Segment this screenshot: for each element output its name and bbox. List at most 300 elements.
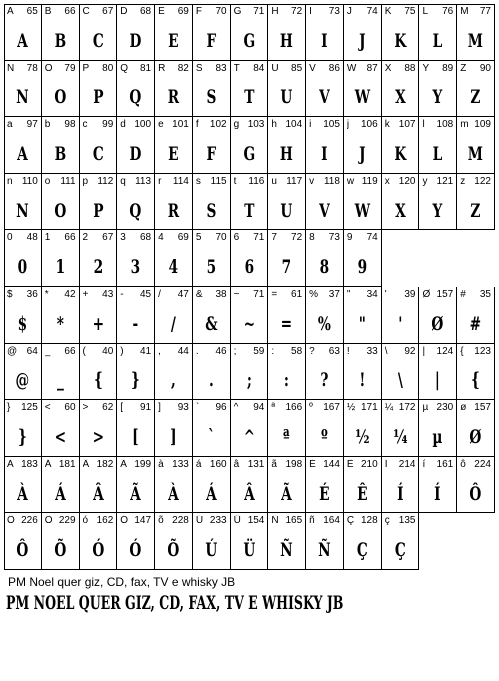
glyph-code: 198: [285, 458, 303, 470]
glyph-cell: [155, 61, 193, 118]
glyph-label: [347, 6, 378, 18]
glyph-cell: [344, 513, 382, 570]
glyph-char: A: [7, 6, 14, 17]
glyph-cell: [4, 287, 42, 344]
glyph-label: [45, 232, 76, 244]
glyph-label: [7, 119, 38, 131]
glyph-cell: [155, 174, 193, 231]
glyph-code: 228: [172, 515, 189, 527]
glyph-cell: [382, 287, 420, 344]
glyph-cell: [193, 61, 231, 118]
glyph-sample: V: [319, 86, 330, 109]
glyph-char: *: [44, 289, 49, 300]
glyph-char: ó: [82, 515, 89, 527]
glyph-label: [158, 346, 189, 358]
glyph-sample: Ç: [356, 539, 368, 562]
glyph-label: [158, 6, 189, 18]
glyph-code: 100: [134, 119, 152, 131]
glyph-code: 97: [26, 119, 38, 131]
glyph-sample: O: [54, 86, 67, 109]
glyph-code: 87: [366, 62, 378, 74]
glyph-sample: 1: [55, 256, 65, 279]
glyph-sample: 7: [281, 256, 292, 279]
glyph-cell: [193, 4, 231, 61]
glyph-code: 35: [479, 289, 491, 300]
glyph-code: 122: [474, 175, 491, 187]
glyph-sample: 3: [130, 256, 141, 279]
glyph-code: 72: [291, 6, 303, 17]
glyph-sample: Ê: [357, 482, 368, 505]
glyph-cell: [193, 344, 231, 401]
glyph-cell: [4, 457, 42, 514]
glyph-char: ?: [309, 345, 315, 357]
glyph-label: [83, 515, 114, 527]
glyph-char: ô: [460, 458, 466, 470]
character-map-grid: [4, 4, 495, 570]
glyph-sample: U: [280, 86, 293, 109]
glyph-sample: A: [17, 29, 28, 52]
glyph-code: 157: [474, 402, 491, 414]
glyph-cell: [382, 61, 420, 118]
glyph-code: 102: [209, 119, 227, 131]
glyph-char: +: [82, 289, 89, 300]
glyph-char: ª: [271, 402, 276, 414]
glyph-cell: [117, 174, 155, 231]
empty-cell: [457, 230, 495, 287]
glyph-cell: [382, 117, 420, 174]
glyph-char: Ø: [422, 289, 431, 300]
glyph-sample: <: [54, 425, 66, 448]
glyph-code: 96: [215, 402, 227, 414]
glyph-char: Ü: [233, 515, 241, 527]
glyph-sample: T: [243, 199, 255, 222]
glyph-cell: [42, 4, 80, 61]
glyph-code: 101: [172, 119, 189, 131]
glyph-sample: R: [167, 86, 180, 109]
glyph-code: 116: [248, 175, 265, 187]
glyph-label: [234, 346, 265, 358]
glyph-label: [309, 346, 340, 358]
glyph-code: 37: [328, 289, 340, 300]
glyph-cell: [306, 513, 344, 570]
glyph-sample: K: [394, 29, 407, 52]
glyph-char: <: [44, 402, 51, 414]
glyph-cell: [268, 287, 306, 344]
glyph-label: [120, 6, 151, 18]
glyph-char: s: [195, 175, 201, 187]
glyph-label: [422, 119, 453, 131]
glyph-label: [7, 346, 38, 358]
glyph-label: [83, 289, 114, 301]
glyph-char: &: [195, 289, 203, 300]
glyph-label: [271, 119, 302, 131]
glyph-char: /: [158, 289, 161, 300]
glyph-sample: \: [397, 369, 403, 392]
glyph-char: ,: [158, 345, 161, 357]
glyph-sample: X: [394, 86, 406, 109]
glyph-code: 131: [247, 458, 265, 470]
glyph-cell: [231, 400, 269, 457]
glyph-char: À: [7, 458, 14, 470]
glyph-code: 72: [291, 232, 303, 244]
glyph-cell: [155, 513, 193, 570]
glyph-char: 9: [346, 232, 353, 244]
glyph-cell: [344, 174, 382, 231]
glyph-cell: [193, 457, 231, 514]
glyph-char: ;: [233, 345, 237, 357]
glyph-char: S: [195, 62, 203, 74]
glyph-char: B: [44, 6, 52, 17]
glyph-sample: J: [359, 142, 366, 165]
glyph-label: [385, 289, 416, 301]
glyph-char: Ç: [346, 515, 355, 527]
glyph-label: [7, 402, 38, 414]
glyph-label: [158, 232, 189, 244]
glyph-label: [347, 459, 378, 471]
glyph-code: 162: [96, 515, 114, 527]
glyph-code: 59: [253, 345, 265, 357]
glyph-cell: [80, 400, 118, 457]
sample-sentence-display: PM NOEL QUER GIZ, CD, FAX, TV E WHISKY JB: [6, 592, 344, 614]
glyph-sample: L: [433, 29, 443, 52]
glyph-char: t: [233, 175, 237, 187]
glyph-cell: [80, 287, 118, 344]
glyph-char: ^: [233, 402, 239, 414]
glyph-char: u: [271, 175, 277, 187]
glyph-code: 164: [323, 515, 340, 527]
glyph-label: [234, 459, 265, 471]
glyph-char: >: [82, 402, 89, 414]
glyph-sample: ]: [170, 425, 177, 448]
glyph-label: [196, 176, 227, 188]
glyph-sample: G: [243, 29, 255, 52]
glyph-code: 118: [323, 175, 340, 187]
glyph-code: 43: [102, 289, 114, 300]
glyph-sample: &: [205, 312, 218, 335]
glyph-label: [271, 6, 302, 18]
glyph-code: 38: [215, 289, 227, 300]
glyph-code: 89: [442, 62, 454, 74]
glyph-char: ½: [346, 402, 356, 414]
glyph-char: Ñ: [271, 515, 279, 527]
glyph-label: [309, 289, 340, 301]
glyph-code: 75: [404, 6, 416, 17]
glyph-label: [45, 289, 76, 301]
glyph-label: [83, 402, 114, 414]
glyph-cell: [419, 287, 457, 344]
glyph-label: [385, 459, 416, 471]
glyph-code: 107: [398, 119, 416, 131]
glyph-char: D: [120, 6, 128, 17]
glyph-char: y: [422, 175, 428, 187]
glyph-sample: D: [129, 29, 142, 52]
glyph-sample: µ: [432, 425, 443, 448]
glyph-cell: [4, 61, 42, 118]
glyph-cell: [4, 174, 42, 231]
glyph-code: 115: [210, 175, 227, 187]
glyph-code: 125: [21, 402, 38, 414]
glyph-cell: [80, 230, 118, 287]
glyph-code: 160: [209, 458, 227, 470]
glyph-cell: [42, 117, 80, 174]
glyph-cell: [155, 344, 193, 401]
glyph-label: [347, 63, 378, 75]
glyph-char: f: [195, 119, 199, 131]
glyph-sample: Ô: [16, 539, 29, 562]
glyph-cell: [268, 4, 306, 61]
glyph-cell: [42, 400, 80, 457]
glyph-code: 77: [479, 6, 491, 17]
glyph-cell: [419, 174, 457, 231]
glyph-char: µ: [422, 402, 429, 414]
glyph-char: #: [460, 289, 466, 300]
glyph-label: [385, 346, 416, 358]
empty-cell: [419, 230, 457, 287]
glyph-sample: [: [132, 425, 139, 448]
glyph-cell: [117, 457, 155, 514]
glyph-char: J: [346, 6, 352, 17]
glyph-code: 64: [26, 345, 38, 357]
glyph-char: @: [7, 345, 18, 357]
glyph-cell: [4, 344, 42, 401]
glyph-label: [422, 63, 453, 75]
glyph-cell: [306, 174, 344, 231]
glyph-char: à: [158, 458, 164, 470]
glyph-label: [385, 6, 416, 18]
glyph-sample: =: [281, 312, 293, 335]
glyph-sample: @: [15, 369, 30, 392]
glyph-code: 113: [135, 175, 152, 187]
glyph-cell: [4, 513, 42, 570]
glyph-label: [460, 289, 491, 301]
glyph-code: 73: [328, 6, 340, 17]
glyph-cell: [457, 4, 495, 61]
glyph-code: 94: [253, 402, 265, 414]
glyph-cell: [4, 4, 42, 61]
glyph-cell: [344, 61, 382, 118]
glyph-label: [7, 459, 38, 471]
glyph-label: [347, 119, 378, 131]
glyph-cell: [344, 4, 382, 61]
glyph-char: }: [7, 402, 11, 414]
glyph-cell: [155, 117, 193, 174]
glyph-cell: [4, 230, 42, 287]
glyph-label: [234, 176, 265, 188]
glyph-code: 119: [361, 175, 378, 187]
glyph-code: 67: [102, 232, 114, 244]
empty-cell: [419, 513, 457, 570]
glyph-sample: L: [433, 142, 443, 165]
glyph-code: 44: [177, 345, 189, 357]
glyph-code: 69: [177, 6, 189, 17]
glyph-sample: C: [92, 142, 104, 165]
glyph-code: 128: [361, 515, 378, 527]
glyph-cell: [80, 4, 118, 61]
glyph-sample: }: [131, 369, 141, 392]
glyph-cell: [344, 344, 382, 401]
glyph-sample: U: [280, 199, 293, 222]
glyph-code: 66: [64, 6, 76, 17]
glyph-sample: Q: [129, 199, 142, 222]
glyph-label: [196, 289, 227, 301]
glyph-label: [422, 289, 453, 301]
glyph-cell: [80, 513, 118, 570]
glyph-code: 60: [64, 402, 76, 414]
glyph-code: 135: [398, 515, 416, 527]
glyph-char: õ: [158, 515, 164, 527]
glyph-label: [385, 515, 416, 527]
glyph-code: 74: [366, 232, 378, 244]
empty-cell: [382, 230, 420, 287]
glyph-cell: [382, 344, 420, 401]
glyph-cell: [419, 344, 457, 401]
glyph-char: 2: [82, 232, 89, 244]
glyph-char: V: [309, 62, 316, 74]
glyph-code: 67: [102, 6, 114, 17]
glyph-cell: [268, 230, 306, 287]
glyph-code: 112: [97, 175, 114, 187]
glyph-label: [83, 176, 114, 188]
glyph-char: \: [384, 345, 388, 357]
glyph-cell: [306, 230, 344, 287]
glyph-char: %: [309, 289, 319, 300]
glyph-sample: C: [92, 29, 104, 52]
glyph-sample: E: [168, 29, 179, 52]
glyph-sample: ?: [320, 369, 329, 392]
glyph-char: C: [82, 6, 90, 17]
glyph-char: q: [120, 175, 126, 187]
glyph-sample: Z: [470, 86, 481, 109]
glyph-sample: W: [354, 199, 370, 222]
glyph-code: 69: [177, 232, 189, 244]
glyph-cell: [231, 230, 269, 287]
glyph-code: 68: [139, 232, 152, 244]
glyph-code: 71: [253, 289, 265, 300]
glyph-label: [7, 515, 38, 527]
glyph-code: 111: [60, 175, 76, 187]
glyph-sample: Í: [434, 482, 442, 505]
glyph-code: 233: [209, 515, 227, 527]
glyph-sample: ª: [283, 425, 291, 448]
glyph-cell: [344, 400, 382, 457]
glyph-label: [83, 346, 114, 358]
glyph-cell: [419, 117, 457, 174]
glyph-cell: [382, 4, 420, 61]
glyph-code: 85: [291, 62, 303, 74]
glyph-label: [7, 63, 38, 75]
glyph-char: z: [460, 175, 466, 187]
glyph-cell: [42, 61, 80, 118]
glyph-code: 147: [134, 515, 152, 527]
glyph-cell: [193, 230, 231, 287]
glyph-sample: Ó: [91, 539, 104, 562]
glyph-char: 4: [158, 232, 164, 244]
glyph-char: v: [309, 175, 315, 187]
glyph-code: 103: [247, 119, 265, 131]
glyph-char: m: [460, 119, 469, 131]
glyph-sample: Z: [470, 199, 481, 222]
glyph-cell: [268, 513, 306, 570]
glyph-label: [460, 6, 491, 18]
glyph-char: i: [309, 119, 312, 131]
glyph-char: T: [233, 62, 240, 74]
glyph-sample: Y: [432, 199, 443, 222]
glyph-code: 71: [253, 232, 265, 244]
glyph-char: {: [460, 345, 464, 357]
glyph-cell: [231, 174, 269, 231]
glyph-cell: [193, 400, 231, 457]
glyph-label: [196, 515, 227, 527]
glyph-sample: Í: [396, 482, 404, 505]
glyph-label: [309, 402, 340, 414]
glyph-code: 183: [21, 458, 38, 470]
glyph-char: d: [120, 119, 126, 131]
glyph-char: á: [195, 458, 202, 470]
glyph-char: _: [44, 345, 51, 357]
glyph-code: 73: [328, 232, 340, 244]
glyph-sample: B: [54, 29, 66, 52]
glyph-char: x: [384, 175, 390, 187]
glyph-label: [271, 346, 302, 358]
glyph-label: [271, 515, 302, 527]
glyph-code: 229: [58, 515, 76, 527]
glyph-cell: [231, 513, 269, 570]
glyph-code: 66: [64, 345, 76, 357]
glyph-sample: F: [206, 29, 217, 52]
glyph-code: 68: [139, 6, 152, 17]
glyph-label: [120, 63, 151, 75]
glyph-label: [45, 176, 76, 188]
glyph-code: 123: [474, 345, 491, 357]
glyph-cell: [344, 457, 382, 514]
glyph-sample: A: [17, 142, 28, 165]
glyph-char: |: [422, 345, 426, 357]
glyph-char: I: [309, 6, 312, 17]
glyph-label: [158, 402, 189, 414]
glyph-char: c: [82, 119, 88, 131]
glyph-cell: [80, 344, 118, 401]
glyph-label: [120, 176, 151, 188]
glyph-code: 157: [436, 289, 454, 300]
glyph-label: [347, 232, 378, 244]
glyph-char: Ú: [195, 515, 204, 527]
glyph-code: 167: [323, 402, 340, 414]
glyph-label: [158, 119, 189, 131]
glyph-char: -: [120, 289, 124, 300]
glyph-code: 166: [285, 402, 303, 414]
glyph-char: 7: [271, 232, 277, 244]
glyph-code: 210: [361, 458, 378, 470]
glyph-cell: [231, 287, 269, 344]
sample-sentence-plain: PM Noel quer giz, CD, fax, TV e whisky JB: [8, 575, 236, 589]
glyph-label: [422, 176, 453, 188]
glyph-sample: _: [56, 369, 64, 392]
glyph-sample: O: [54, 199, 67, 222]
glyph-char: W: [346, 62, 357, 74]
glyph-cell: [42, 457, 80, 514]
glyph-cell: [117, 61, 155, 118]
glyph-char: 6: [233, 232, 240, 244]
glyph-cell: [344, 117, 382, 174]
glyph-label: [158, 515, 189, 527]
glyph-sample: W: [354, 86, 370, 109]
glyph-sample: S: [206, 86, 217, 109]
glyph-sample: P: [92, 86, 104, 109]
glyph-char: Q: [120, 62, 129, 74]
glyph-cell: [117, 4, 155, 61]
glyph-char: Ã: [120, 458, 127, 470]
glyph-label: [83, 459, 114, 471]
